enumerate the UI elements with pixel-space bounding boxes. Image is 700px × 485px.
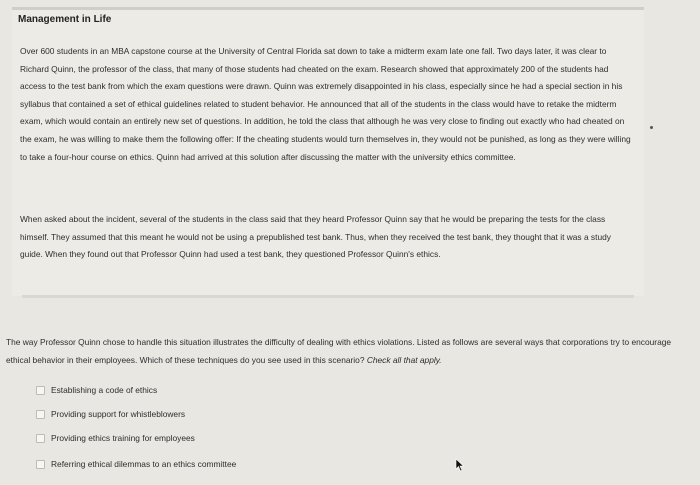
option-code-of-ethics[interactable] [36,380,336,400]
question-prompt [6,333,690,369]
case-paragraph-1: Over 600 students in an MBA capstone course at the University of Central Florida sat down to take a midterm exam late one fall. Two days later, it was clear to Richard Quinn, the professor of the class, that many of those students had cheated on the exam. Research showed that approximately 200 of the students had access to the test bank from which the exam questions were drawn. Quinn was extremely disappointed in his class, especially since he had a special section in his syllabus that contained a set of ethical guidelines related to student behavior. He announced that all of the students in the class would have to retake the midterm exam, which would contain an entirely new set of questions. In addition, he told the class that although he was very close to finding out exactly who had cheated on the exam, he was willing to make them the following offer: If the cheating students would turn themselves in, they would not be punished, as long as they were willing to take a four-hour course on ethics. Quinn had arrived at this solution after discussing the matter with the university ethics committee. [20,46,631,162]
option-ethics-training[interactable] [36,428,336,448]
checkbox[interactable] [36,386,45,395]
option-ethics-committee[interactable] [36,454,336,474]
option-label: Providing support for whistleblowers [51,409,186,419]
case-title: Management in Life [18,14,112,25]
option-label: Establishing a code of ethics [51,385,158,395]
question-hint: Check all that apply. [366,355,442,365]
option-label: Referring ethical dilemmas to an ethics committee [51,459,237,469]
checkbox[interactable] [36,460,45,469]
option-label: Providing ethics training for employees [51,433,195,443]
section-divider [22,295,634,298]
stray-dot [650,126,653,129]
case-paragraph-2: When asked about the incident, several of the students in the class said that they heard Professor Quinn say that he would be preparing the tests for the class himself. They assumed that this meant he would not be using a prepublished test bank. Thus, when they received the test bank, they thought that it was a study guide. When they found out that Professor Quinn had used a test bank, they questioned Professor Quinn's ethics. [20,214,611,260]
mouse-pointer-icon [455,458,465,472]
checkbox[interactable] [36,410,45,419]
checkbox[interactable] [36,434,45,443]
question-text: The way Professor Quinn chose to handle this situation illustrates the difficulty of dealing with ethics violations. Listed as follows are several ways that corporations try to encourage ethical behavior in their employees. Which of these techniques do you see used in this scenario? [6,337,672,365]
option-whistleblower-support[interactable] [36,404,336,424]
